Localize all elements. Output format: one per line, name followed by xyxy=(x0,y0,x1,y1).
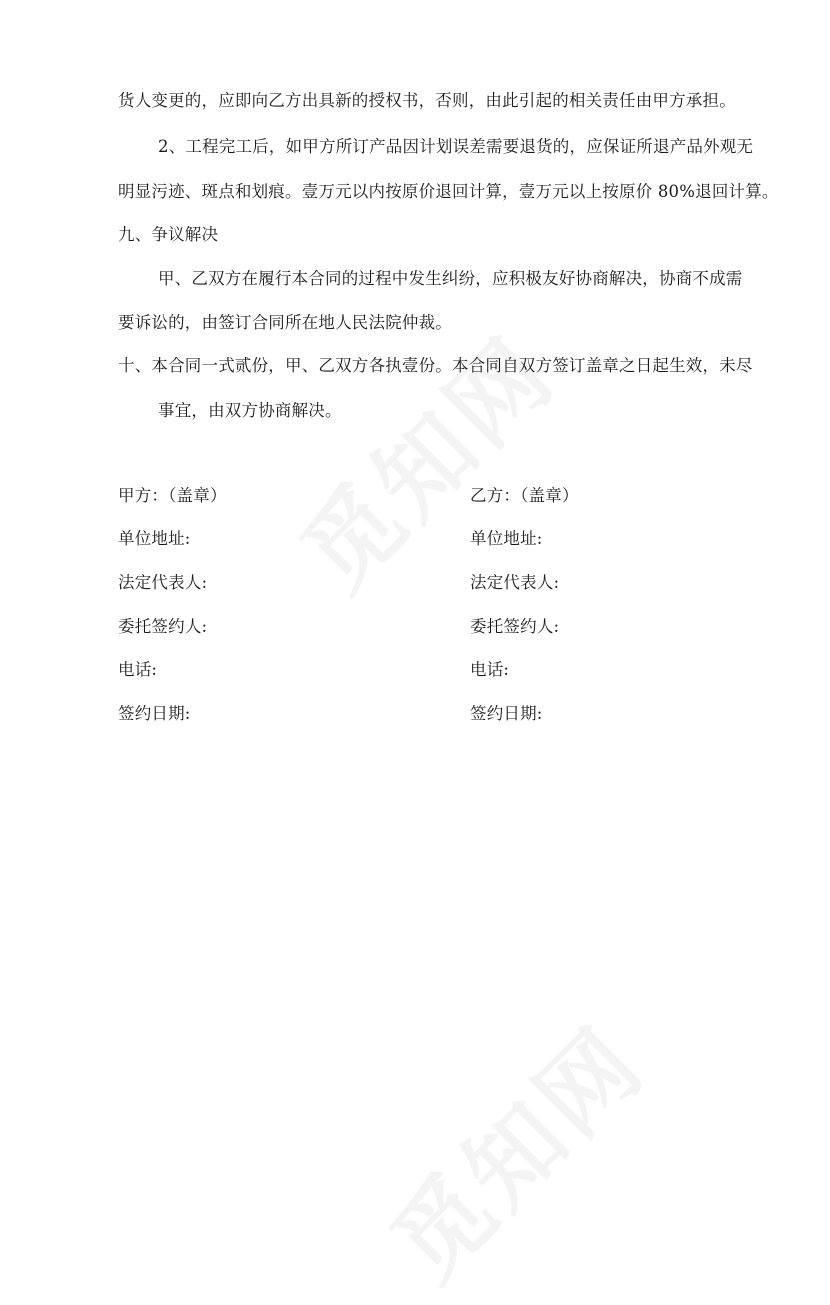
party-b-agent: 委托签约人: xyxy=(470,617,560,636)
party-a-date: 签约日期: xyxy=(118,704,191,723)
paragraph-3-line-2: 要诉讼的，由签订合同所在地人民法院仲裁。 xyxy=(118,313,452,332)
paragraph-1-line-1: 货人变更的，应即向乙方出具新的授权书，否则，由此引起的相关责任由甲方承担。 xyxy=(118,91,736,110)
party-b-address: 单位地址: xyxy=(470,529,543,548)
party-a-title: 甲方：（盖章） xyxy=(118,486,227,505)
party-b-phone: 电话: xyxy=(470,660,510,679)
party-b-date: 签约日期: xyxy=(470,704,543,723)
watermark-center xyxy=(266,302,579,615)
party-b-title: 乙方：（盖章） xyxy=(470,486,579,505)
party-a-agent: 委托签约人: xyxy=(118,617,208,636)
paragraph-3-line-1: 甲、乙双方在履行本合同的过程中发生纠纷，应积极友好协商解决，协商不成需 xyxy=(158,269,743,288)
party-a-address: 单位地址: xyxy=(118,529,191,548)
paragraph-2-line-1: 2、工程完工后，如甲方所订产品因计划误差需要退货的，应保证所退产品外观无 xyxy=(158,137,754,156)
watermark-bottom xyxy=(356,992,669,1305)
section-9-title: 九、争议解决 xyxy=(118,225,219,244)
section-10-line-1: 十、本合同一式贰份，甲、乙双方各执壹份。本合同自双方签订盖章之日起生效，未尽 xyxy=(118,356,753,375)
party-a-legal-rep: 法定代表人: xyxy=(118,573,208,592)
paragraph-2-line-2: 明显污迹、斑点和划痕。壹万元以内按原价退回计算，壹万元以上按原价 80%退回计算。 xyxy=(118,182,779,201)
party-b-legal-rep: 法定代表人: xyxy=(470,573,560,592)
section-10-line-2: 事宜，由双方协商解决。 xyxy=(158,401,342,420)
party-a-phone: 电话: xyxy=(118,660,158,679)
